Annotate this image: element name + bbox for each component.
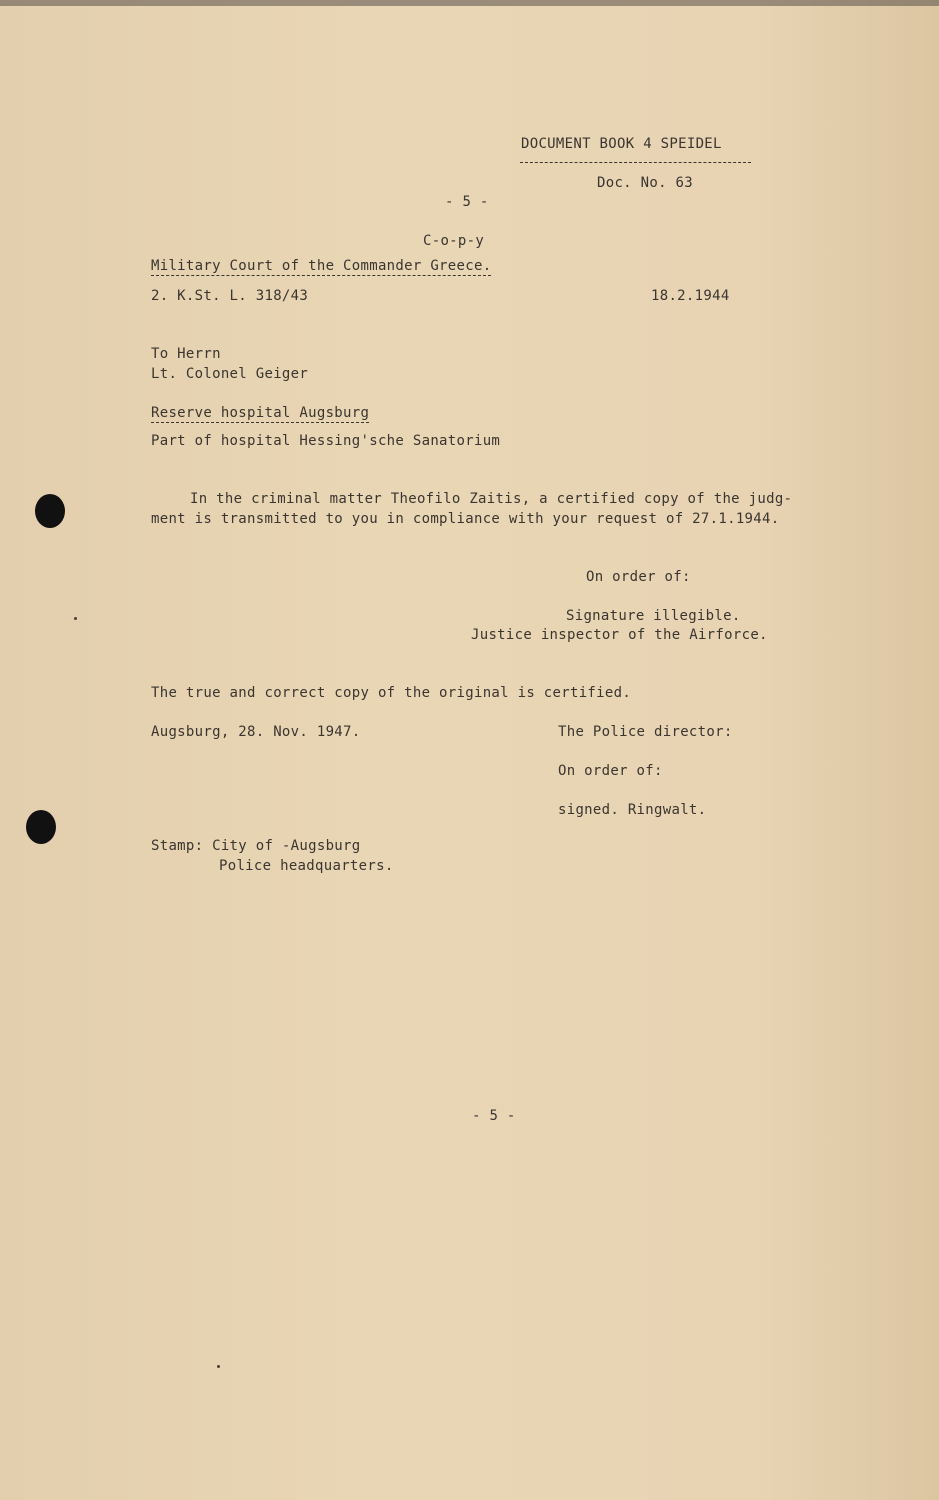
case-reference: 2. K.St. L. 318/43: [151, 288, 309, 304]
document-book-heading: DOCUMENT BOOK 4 SPEIDEL: [521, 136, 722, 152]
on-order-of: On order of:: [586, 569, 691, 585]
addressee-hospital: Reserve hospital Augsburg: [151, 405, 370, 421]
body-line-2: ment is transmitted to you in compliance with your request of 27.1.1944.: [151, 511, 780, 527]
letter-date: 18.2.1944: [651, 288, 730, 304]
certification-statement: The true and correct copy of the original is certified.: [151, 685, 632, 701]
addressee-name: Lt. Colonel Geiger: [151, 366, 309, 382]
scan-speck: [217, 1365, 220, 1368]
body-line-1: In the criminal matter Theofilo Zaitis, a certified copy of the judg-: [190, 491, 793, 507]
scan-edge: [0, 0, 939, 6]
document-number: Doc. No. 63: [597, 175, 694, 191]
addressee-salutation: To Herrn: [151, 346, 221, 362]
addressee-department: Part of hospital Hessing'sche Sanatorium: [151, 433, 501, 449]
police-director: The Police director:: [558, 724, 733, 740]
punch-hole-top: [35, 494, 65, 528]
copy-label: C-o-p-y: [423, 233, 485, 249]
signatory-role: Justice inspector of the Airforce.: [471, 627, 768, 643]
page-number-bottom: - 5 -: [472, 1108, 516, 1124]
punch-hole-bottom: [26, 810, 56, 844]
court-name: Military Court of the Commander Greece.: [151, 258, 492, 274]
stamp-line-1: Stamp: City of -Augsburg: [151, 838, 361, 854]
certification-on-order: On order of:: [558, 763, 663, 779]
signature-note: Signature illegible.: [566, 608, 741, 624]
heading-underline: [520, 162, 751, 163]
scan-speck: [74, 617, 77, 620]
page-number-top: - 5 -: [445, 194, 489, 210]
stamp-line-2: Police headquarters.: [219, 858, 394, 874]
certification-signed: signed. Ringwalt.: [558, 802, 707, 818]
certification-place-date: Augsburg, 28. Nov. 1947.: [151, 724, 361, 740]
